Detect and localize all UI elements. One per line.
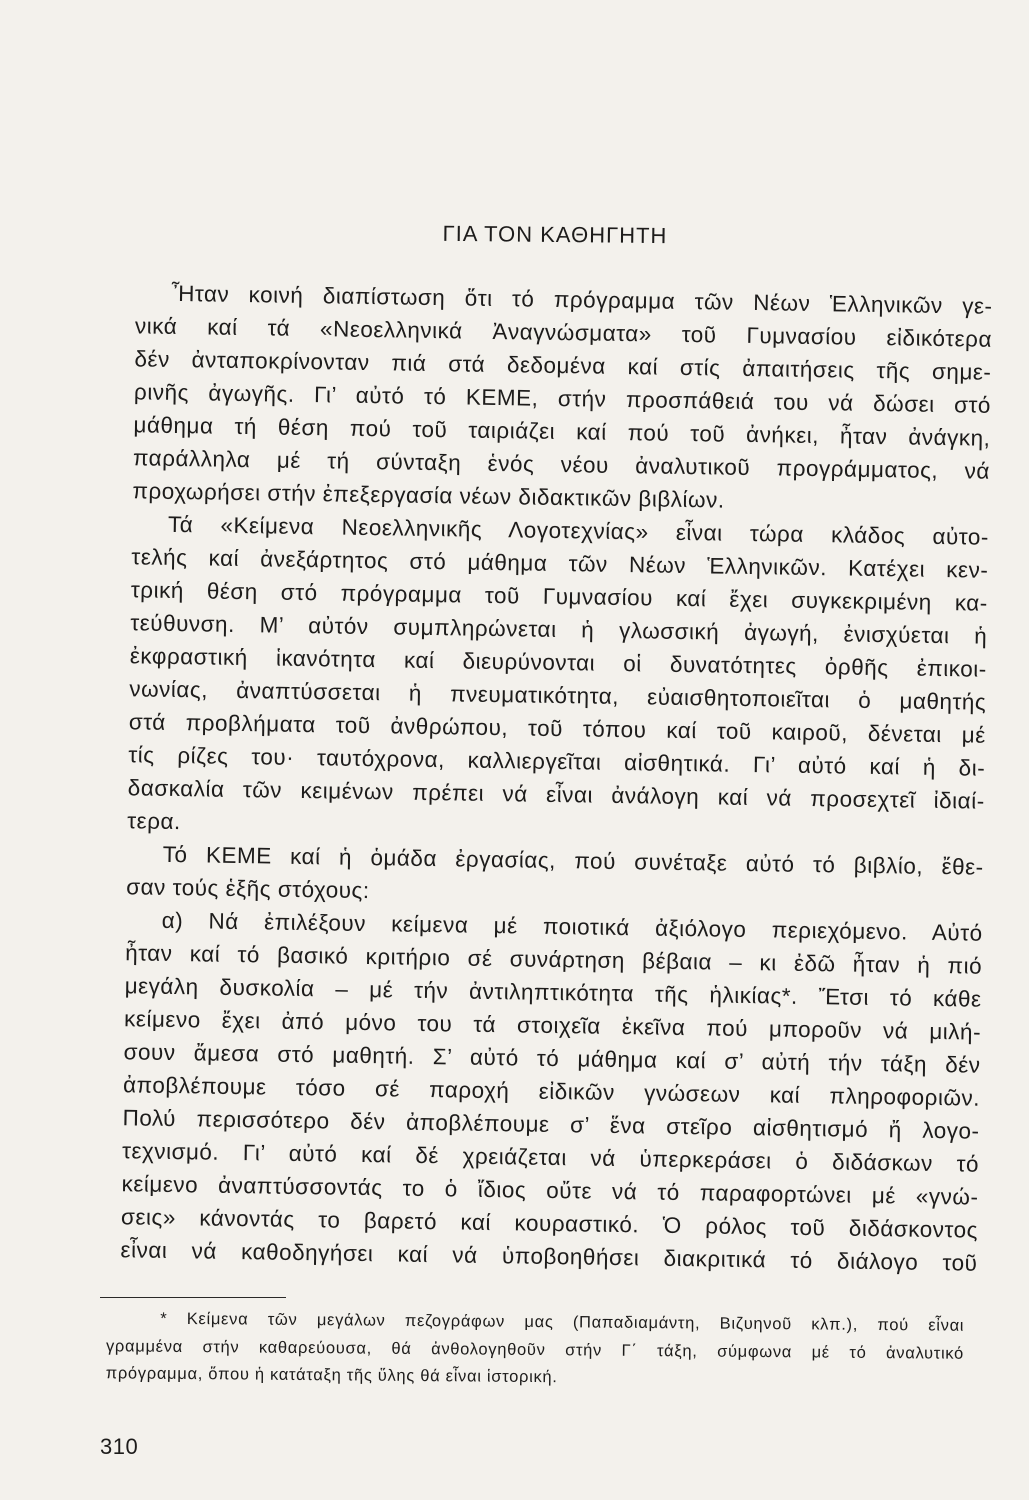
text-line: τελής καί ἀνεξάρτητος στό μάθημα τῶν Νέων Ἑλληνικῶν. Κατέχει κεν- — [131, 544, 989, 583]
text-line: τεύθυνση. Μ’ αὐτόν συμπληρώνεται ἡ γλωσσική ἀγωγή, ἐνισχύεται ἡ — [130, 610, 988, 649]
text-line: παράλληλα μέ τή σύνταξη ἑνός νέου ἀναλυτικοῦ προγράμματος, νά — [132, 445, 991, 484]
text-line: σεις» κάνοντάς το βαρετό καί κουραστικό. Ὁ ρόλος τοῦ διδάσκοντος — [120, 1204, 979, 1243]
text-line: σουν ἄμεσα στό μαθητή. Σ’ αὐτό τό μάθημα καί σ’ αὐτή τήν τάξη δέν — [123, 1039, 981, 1078]
text-line: νικά καί τά «Νεοελληνικά Ἀναγνώσματα» τοῦ Γυμνασίου εἰδικότερα — [134, 313, 993, 352]
text-line: μάθημα τή θέση πού τοῦ ταιριάζει καί πού τοῦ ἀνήκει, ἦταν ἀνάγκη, — [133, 412, 991, 451]
text-line: τίς ρίζες του· ταυτόχρονα, καλλιεργεῖται αἰσθητικά. Γι’ αὐτό καί ἡ δι- — [128, 742, 986, 781]
page-title: ΓΙΑ ΤΟΝ ΚΑΘΗΓΗΤΗ — [442, 220, 668, 249]
text-line: δέν ἀνταποκρίνονταν πιά στά δεδομένα καί στίς ἀπαιτήσεις τῆς σημε- — [134, 346, 992, 385]
paragraph — [132, 276, 993, 520]
text-line: νωνίας, ἀναπτύσσεται ἡ πνευματικότητα, εὐαισθητοποιεῖται ὁ μαθητής — [129, 676, 987, 715]
text-line: Τό ΚΕΜΕ καί ἡ ὁμάδα ἐργασίας, πού συνέταξε αὐτό τό βιβλίο, ἔθε- — [162, 841, 984, 880]
text-line: τερα. — [127, 808, 181, 835]
text-line: α) Νά ἐπιλέξουν κείμενα μέ ποιοτικά ἀξιόλογο περιεχόμενο. Αὐτό — [161, 907, 983, 946]
text-line: δασκαλία τῶν κειμένων πρέπει νά εἶναι ἀνάλογη καί νά προσεχτεῖ ἰδιαί- — [127, 775, 985, 814]
text-line: ἀποβλέπουμε τόσο σέ παροχή εἰδικῶν γνώσεων καί πληροφοριῶν. — [122, 1072, 981, 1111]
text-line: τεχνισμό. Γι’ αὐτό καί δέ χρειάζεται νά ὑπερκεράσει ὁ διδάσκων τό — [121, 1138, 980, 1177]
text-line: ἦταν καί τό βασικό κριτήριο σέ συνάρτηση βέβαια – κι ἐδῶ ἦταν ἡ πιό — [125, 940, 983, 979]
footnote-line: * Κείμενα τῶν μεγάλων πεζογράφων μας (Παπαδιαμάντη, Βιζυηνοῦ κλπ.), πού εἶναι — [160, 1309, 965, 1335]
footnote — [106, 1305, 965, 1395]
footnote-line: γραμμένα στήν καθαρεύουσα, θά ἀνθολογηθοῦν στήν Γ΄ τάξη, σύμφωνα μέ τό ἀναλυτικό — [105, 1336, 965, 1363]
page-number: 310 — [100, 1434, 139, 1459]
text-line: Ἦταν κοινή διαπίστωση ὅτι τό πρόγραμμα τῶν Νέων Ἑλληνικῶν γε- — [171, 280, 993, 319]
text-line: μεγάλη δυσκολία – μέ τήν ἀντιληπτικότητα τῆς ἡλικίας*. Ἔτσι τό κάθε — [124, 973, 982, 1012]
text-line: Τά «Κείμενα Νεοελληνικῆς Λογοτεχνίας» εἶναι τώρα κλάδος αὐτο- — [167, 511, 990, 550]
text-line: εἶναι νά καθοδηγήσει καί νά ὑποβοηθήσει διακριτικά τό διάλογο τοῦ — [120, 1237, 978, 1276]
text-line: στά προβλήματα τοῦ ἀνθρώπου, τοῦ τόπου καί τοῦ καιροῦ, δένεται μέ — [128, 709, 986, 748]
text-line: Πολύ περισσότερο δέν ἀποβλέπουμε σ’ ἕνα στεῖρο αἰσθητισμό ἤ λογο- — [122, 1105, 980, 1144]
text-line: ρινῆς ἀγωγῆς. Γι’ αὐτό τό ΚΕΜΕ, στήν προσπάθειά του νά δώσει στό — [133, 379, 992, 418]
footnote-line: πρόγραμμα, ὅπου ἡ κατάταξη τῆς ὕλης θά εἶναι ἱστορική. — [105, 1364, 558, 1387]
paragraph — [120, 903, 983, 1279]
text-line: σαν τούς ἑξῆς στόχους: — [126, 874, 370, 904]
paragraph — [127, 507, 989, 850]
text-line: προχωρήσει στήν ἐπεξεργασία νέων διδακτικῶν βιβλίων. — [132, 478, 725, 513]
text-line: κείμενο ἔχει ἀπό μόνο του τά στοιχεῖα ἐκεῖνα πού μποροῦν νά μιλή- — [123, 1006, 982, 1045]
body-text — [120, 276, 992, 1279]
text-line: τρική θέση στό πρόγραμμα τοῦ Γυμνασίου καί ἔχει συγκεκριμένη κα- — [130, 577, 988, 616]
text-line: ἐκφραστική ἱκανότητα καί διευρύνονται οἱ δυνατότητες ὀρθῆς ἐπικοι- — [129, 643, 987, 682]
text-line: κείμενο ἀναπτύσσοντάς το ὁ ἴδιος οὔτε νά τό παραφορτώνει μέ «γνώ- — [121, 1171, 979, 1210]
footnote-divider — [100, 1297, 286, 1298]
